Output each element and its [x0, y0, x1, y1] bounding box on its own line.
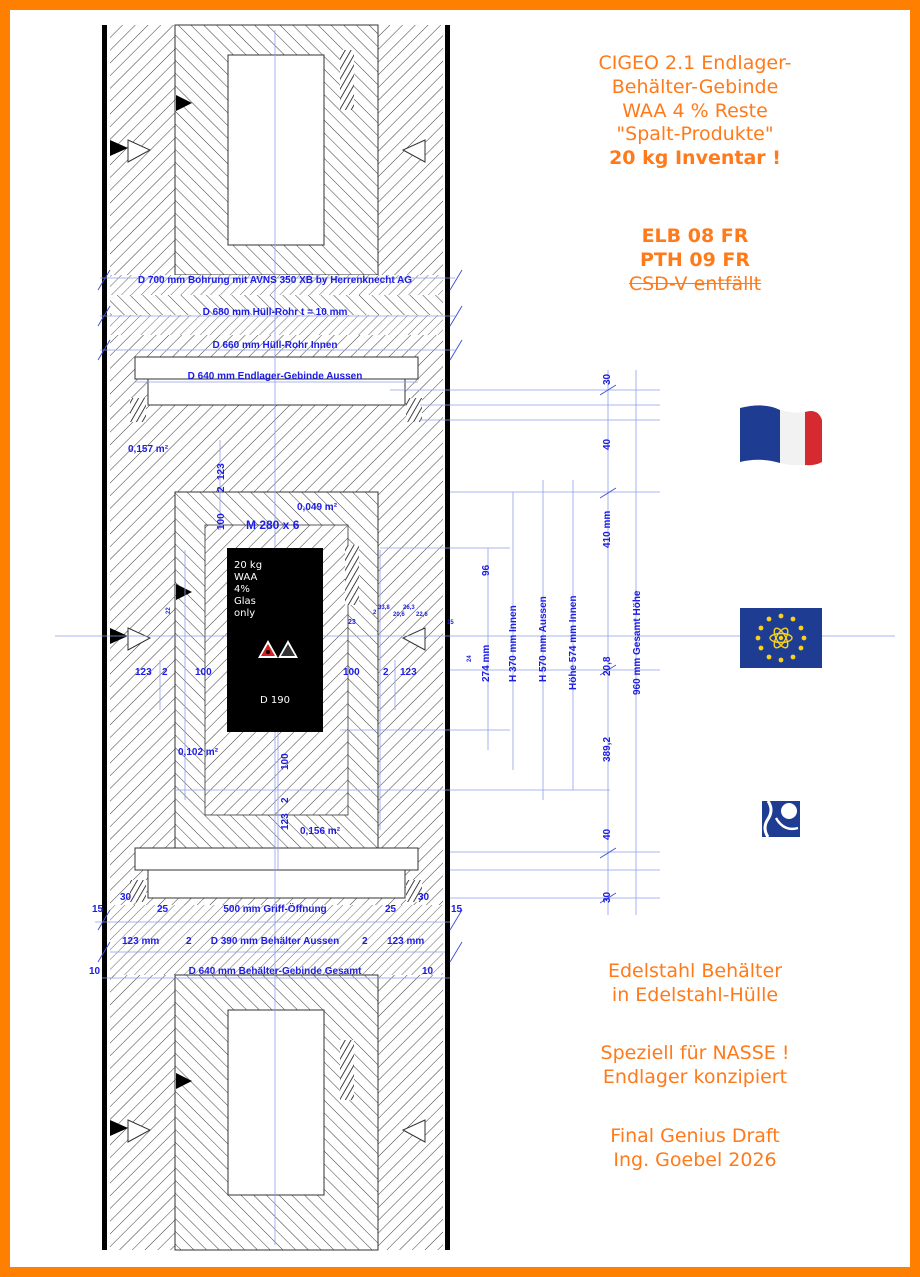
area-0102-label: 0,102 m² — [178, 747, 219, 758]
dim-25-left: 25 — [157, 904, 169, 915]
vdim-389-2: 389,2 — [602, 736, 613, 762]
title-line5: 20 kg Inventar ! — [609, 147, 781, 169]
dim-10-right: 10 — [422, 966, 434, 977]
dim-123mm-right: 123 mm — [387, 936, 425, 947]
package-outer-label: D 640 mm Endlager-Gebinde Aussen — [187, 371, 363, 382]
vdim-30-bottom: 30 — [602, 891, 613, 903]
dim-2-small: 2 — [373, 610, 377, 616]
title-line3: WAA 4 % Reste — [622, 99, 768, 122]
canister-text-line5: only — [234, 608, 256, 619]
note-line6: Ing. Goebel 2026 — [613, 1148, 777, 1171]
dim-23: 23 — [348, 619, 356, 626]
dim-10-left: 10 — [89, 966, 101, 977]
bore-diameter-label: D 700 mm Bohrung mit AVNS 350 XB by Herrenknecht AG — [137, 275, 413, 286]
dim-2-right: 2 — [383, 667, 389, 678]
dim-2-bottom-left: 2 — [186, 936, 192, 947]
canister-text-line3: 4% — [234, 584, 250, 595]
dim-2-left: 2 — [162, 667, 168, 678]
note-line5: Final Genius Draft — [610, 1125, 780, 1147]
dim-2-vertical-top: 2 — [216, 486, 227, 492]
area-0157-label: 0,157 m² — [128, 444, 169, 455]
code-pth: PTH 09 FR — [639, 248, 751, 271]
dim-123-left: 123 — [135, 667, 152, 678]
container-outer-label: D 390 mm Behälter Aussen — [210, 936, 340, 947]
dim-96: 96 — [481, 564, 492, 576]
note-line2: in Edelstahl-Hülle — [611, 983, 779, 1006]
dim-30-right: 30 — [418, 892, 430, 903]
height-570-outer-label: H 570 mm Aussen — [538, 596, 549, 682]
dim-15-small: 15 — [447, 620, 454, 626]
outer-tube-label: D 680 mm Hüll-Rohr t = 10 mm — [202, 307, 348, 318]
vdim-40-top: 40 — [602, 438, 613, 450]
dim-25-right: 25 — [385, 904, 397, 915]
glass-canister — [227, 548, 323, 732]
thread-label: M 280 x 6 — [246, 518, 300, 532]
vdim-20-8: 20,8 — [602, 656, 613, 676]
canister-text-line2: WAA — [234, 572, 258, 583]
vdim-40-bottom: 40 — [602, 828, 613, 840]
note-line4: Endlager konzipiert — [602, 1065, 788, 1088]
total-height-label: 960 mm Gesamt Höhe — [632, 590, 643, 695]
area-0049-label: 0,049 m² — [297, 502, 338, 513]
notes-author — [570, 1125, 820, 1173]
note-line1: Edelstahl Behälter — [607, 960, 783, 982]
dim-15-right: 15 — [451, 904, 463, 915]
notes-material — [570, 960, 820, 1008]
title-line1: CIGEO 2.1 Endlager- — [598, 52, 792, 74]
title-block — [565, 52, 825, 171]
code-block — [600, 225, 790, 296]
dim-24: 24 — [467, 655, 473, 662]
dim-2-vertical-bottom: 2 — [280, 797, 291, 803]
canister-text-line1: 20 kg — [234, 560, 263, 571]
area-0156-label: 0,156 m² — [300, 826, 341, 837]
dim-33-8: 33,8 — [378, 605, 390, 611]
company-logo-icon — [762, 801, 800, 837]
title-line2: Behälter-Gebinde — [611, 75, 779, 98]
height-574-inner-label: Höhe 574 mm Innen — [568, 595, 579, 690]
dim-2-bottom-right: 2 — [362, 936, 368, 947]
dim-123-vertical-top: 123 — [216, 463, 227, 480]
dim-20-6: 20,6 — [393, 612, 405, 618]
canister-diameter: D 190 — [260, 695, 290, 706]
dim-123mm-left: 123 mm — [122, 936, 160, 947]
dim-30-left: 30 — [120, 892, 132, 903]
title-line4: "Spalt-Produkte" — [616, 123, 774, 146]
inner-tube-label: D 660 mm Hüll-Rohr Innen — [212, 340, 338, 351]
height-274-label: 274 mm — [481, 644, 492, 682]
note-line3: Speziell für NASSE ! — [600, 1042, 790, 1064]
handle-opening-label: 500 mm Griff-Öffnung — [223, 904, 327, 915]
dim-123-vertical-bottom: 123 — [280, 813, 291, 830]
dim-123-right: 123 — [400, 667, 417, 678]
dim-100-right: 100 — [343, 667, 360, 678]
dim-22-6: 22,6 — [416, 612, 428, 618]
dim-100-vertical-top: 100 — [216, 513, 227, 530]
code-elb: ELB 08 FR — [641, 225, 749, 247]
vdim-410: 410 mm — [602, 510, 613, 548]
dim-26-3: 26,3 — [403, 605, 415, 611]
dim-22: 22 — [166, 607, 172, 614]
dim-15-left: 15 — [92, 904, 104, 915]
dim-100-left: 100 — [195, 667, 212, 678]
flag-france-icon — [740, 405, 822, 465]
canister-text-line4: Glas — [234, 596, 256, 607]
code-csd-struck: CSD-V entfällt — [628, 272, 762, 295]
package-total-label: D 640 mm Behälter-Gebinde Gesamt — [188, 966, 362, 977]
vdim-30-top: 30 — [602, 373, 613, 385]
height-370-inner-label: H 370 mm Innen — [508, 605, 519, 682]
dim-100-vertical-bottom: 100 — [280, 753, 291, 770]
notes-purpose — [570, 1042, 820, 1090]
flag-eu-atom-icon — [740, 608, 822, 668]
